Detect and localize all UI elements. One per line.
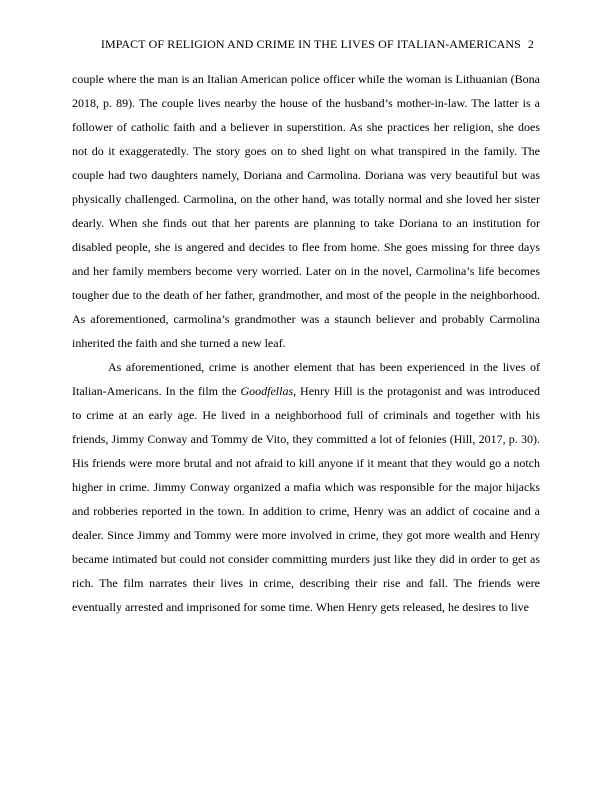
page-number: 2 xyxy=(527,37,534,51)
paragraph-2-text-before: As aforementioned, crime is another element that has been experienced in the lives of Italian-Americans. In the film the xyxy=(72,360,540,398)
body-text xyxy=(72,67,540,619)
paragraph-2 xyxy=(72,355,540,619)
film-title: Goodfellas xyxy=(240,384,294,398)
running-header xyxy=(101,37,534,51)
paragraph-2-text-after: , Henry Hill is the protagonist and was introduced to crime at an early age. He lived in a neighborhood full of criminals and together with his friends, Jimmy Conway and Tommy de Vito, they committed a lot of felonies (Hill, 2017, p. 30). His friends were more brutal and not afraid to kill anyone if it meant that they would go a notch higher in crime. Jimmy Conway organized a mafia which was responsible for the major hijacks and robberies reported in the town. In addition to crime, Henry was an addict of cocaine and a dealer. Since Jimmy and Tommy were more involved in crime, they got more wealth and Henry became intimated but could not consider committing murders just like they did in order to get as rich. The film narrates their lives in crime, describing their rise and fall. The friends were eventually arrested and imprisoned for some time. When Henry gets released, he desires to live xyxy=(72,384,540,614)
paragraph-1: couple where the man is an Italian American police officer while the woman is Lithuanian (Bona 2018, p. 89). The couple lives nearby the house of the husband’s mother-in-law. The latter is a follower of catholic faith and a believer in superstition. As she practices her religion, she does not do it exaggeratedly. The story goes on to shed light on what transpired in the family. The couple had two daughters namely, Doriana and Carmolina. Doriana was very beautiful but was physically challenged. Carmolina, on the other hand, was totally normal and she loved her sister dearly. When she finds out that her parents are planning to take Doriana to an institution for disabled people, she is angered and decides to flee from home. She goes missing for three days and her family members become very worried. Later on in the novel, Carmolina’s life becomes tougher due to the death of her father, grandmother, and most of the people in the neighborhood. As aforementioned, carmolina’s grandmother was a staunch believer and probably Carmolina inherited the faith and she turned a new leaf. xyxy=(72,72,540,350)
running-title: IMPACT OF RELIGION AND CRIME IN THE LIVES OF ITALIAN-AMERICANS xyxy=(100,37,521,51)
